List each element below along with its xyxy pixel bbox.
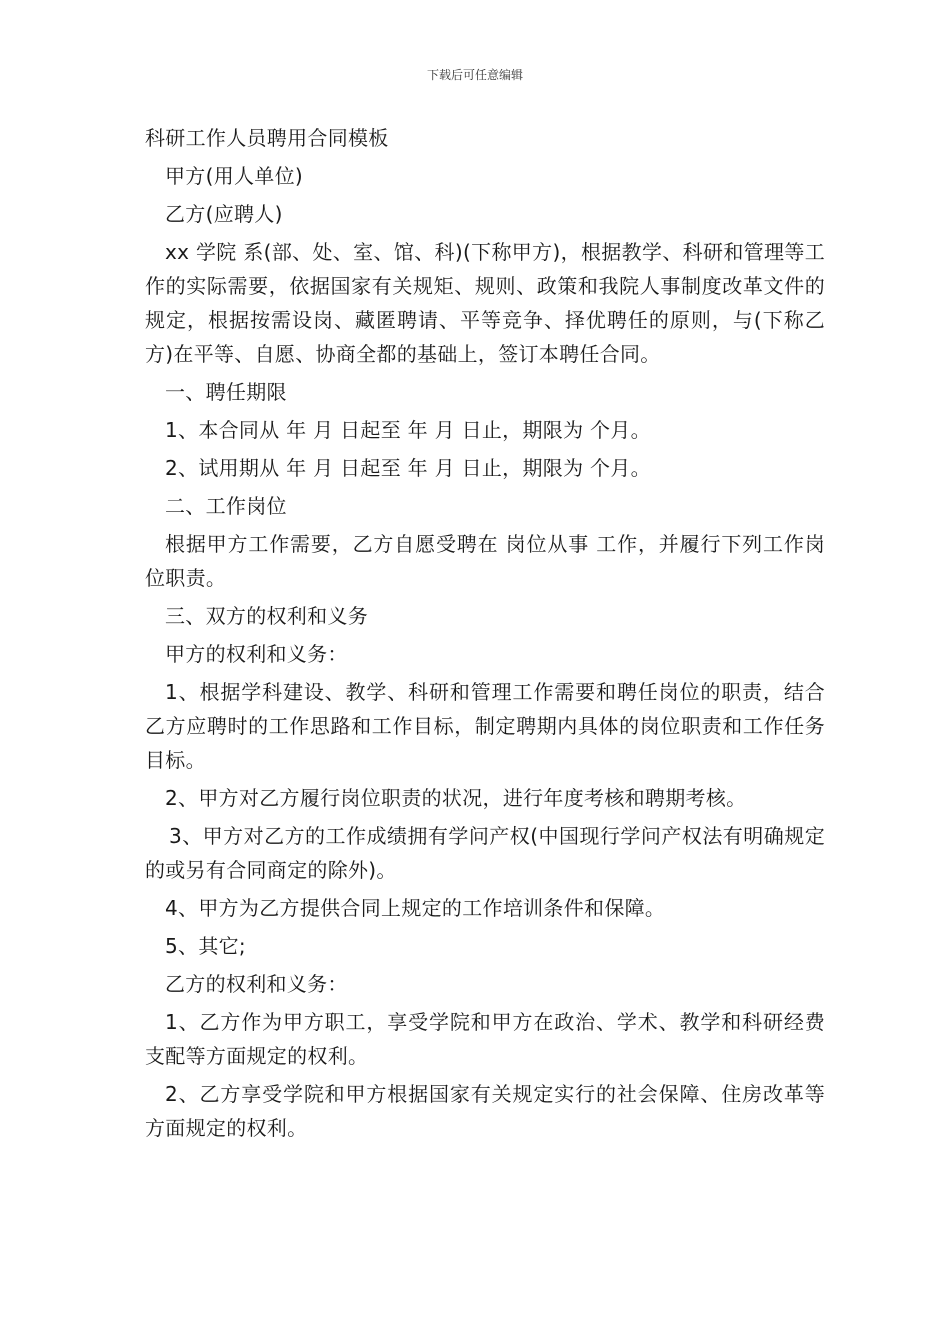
section-1-title: 一、聘任期限 xyxy=(165,380,287,404)
section-2-text: 根据甲方工作需要，乙方自愿受聘在 岗位从事 工作，并履行下列工作岗位职责。 xyxy=(145,532,825,590)
party-a-label: 甲方(用人单位) xyxy=(165,164,304,188)
section-1-item-1: 1、本合同从 年 月 日起至 年 月 日止，期限为 个月。 xyxy=(165,418,651,442)
party-a-item-1: 1、根据学科建设、教学、科研和管理工作需要和聘任岗位的职责，结合乙方应聘时的工作思路和工作目标，制定聘期内具体的岗位职责和工作任务目标。 xyxy=(145,680,825,772)
party-a-item-3: 3、甲方对乙方的工作成绩拥有学问产权(中国现行学问产权法有明确规定的或另有合同商定的除外)。 xyxy=(145,824,825,882)
party-b-item-1: 1、乙方作为甲方职工，享受学院和甲方在政治、学术、教学和科研经费支配等方面规定的权利。 xyxy=(145,1010,825,1068)
document-title: 科研工作人员聘用合同模板 xyxy=(145,126,389,150)
party-a-item-2: 2、甲方对乙方履行岗位职责的状况，进行年度考核和聘期考核。 xyxy=(165,786,747,810)
section-1-item-2: 2、试用期从 年 月 日起至 年 月 日止，期限为 个月。 xyxy=(165,456,651,480)
party-a-item-5: 5、其它; xyxy=(165,934,246,958)
party-b-label: 乙方(应聘人) xyxy=(165,202,283,226)
document-body xyxy=(145,121,825,1145)
section-2-title: 二、工作岗位 xyxy=(165,494,287,518)
intro-paragraph: xx 学院 系(部、处、室、馆、科)(下称甲方)，根据教学、科研和管理等工作的实际需要，依据国家有关规矩、规则、政策和我院人事制度改革文件的规定，根据按需设岗、藏匿聘请、平等竞争、择优聘任的原则，与(下称乙方)在平等、自愿、协商全都的基础上，签订本聘任合同。 xyxy=(145,240,825,366)
section-3-title: 三、双方的权利和义务 xyxy=(165,604,368,628)
party-b-item-2: 2、乙方享受学院和甲方根据国家有关规定实行的社会保障、住房改革等方面规定的权利。 xyxy=(145,1082,825,1140)
party-a-item-4: 4、甲方为乙方提供合同上规定的工作培训条件和保障。 xyxy=(165,896,666,920)
party-b-rights-title: 乙方的权利和义务： xyxy=(165,972,348,996)
header-note: 下载后可任意编辑 xyxy=(426,68,523,82)
party-a-rights-title: 甲方的权利和义务： xyxy=(165,642,348,666)
